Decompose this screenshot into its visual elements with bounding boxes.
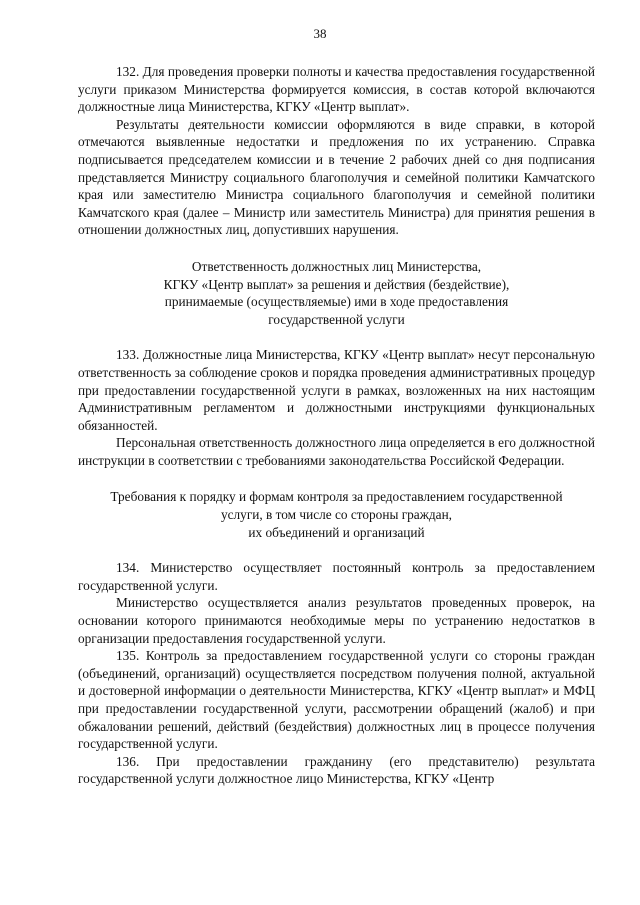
paragraph-commission-results: Результаты деятельности комиссии оформляются в виде справки, в которой отмечаются выявленные недостатки и предложения по их устранению. Справка подписывается председателем комиссии и в течение 2 рабочих дней со дня подписания представляется Министру социального благополучия и семейной политики Камчатского края или заместителю Министра социального благополучия и семейной политики Камчатского края (далее – Министр или заместитель Министра) для принятия решения в отношении должностных лиц, допустивших нарушения. [78,116,595,238]
section-heading-control-requirements [75,488,598,541]
paragraph-134: 134. Министерство осуществляет постоянный контроль за предоставлением государственной услуги. [78,560,595,593]
heading-line: принимаемые (осуществляемые) ими в ходе предоставления [164,294,509,310]
heading-line: государственной услуги [268,311,405,327]
heading-line: Требования к порядку и формам контроля за предоставлением государственной [110,489,563,505]
document-body [78,63,595,788]
paragraph-132: 132. Для проведения проверки полноты и качества предоставления государственной услуги приказом Министерства формируется комиссия, в состав которой включаются должностные лица Министерства, КГКУ «Центр выплат». [78,64,595,115]
heading-line: КГКУ «Центр выплат» за решения и действия (бездействие), [163,276,510,292]
paragraph-133: 133. Должностные лица Министерства, КГКУ «Центр выплат» несут персональную ответственность за соблюдение сроков и порядка проведения административных процедур при предоставлении государственной услуги в рамках, возложенных на них настоящим Административным регламентом и должностными инструкциями функциональных обязанностей. [78,347,595,433]
heading-line: услуги, в том числе со стороны граждан, [220,507,453,523]
page-number: 38 [313,26,327,41]
section-heading-responsibility [78,258,595,328]
heading-line: их объединений и организаций [248,524,425,540]
paragraph-136: 136. При предоставлении гражданину (его представителю) результата государственной услуги должностное лицо Министерства, КГКУ «Центр [78,753,595,787]
paragraph-ministry-analysis: Министерство осуществляется анализ результатов проведенных проверок, на основании которого принимаются необходимые меры по устранению недостатков в организации предоставления государственной услуги. [78,595,595,646]
heading-line: Ответственность должностных лиц Министерства, [191,258,482,274]
paragraph-135: 135. Контроль за предоставлением государственной услуги со стороны граждан (объединений, организаций) осуществляется посредством получения полной, актуальной и достоверной информации о деятельности Министерства, КГКУ «Центр выплат» и МФЦ при предоставлении государственной услуги, рассмотрении обращений (жалоб) и при обжаловании решений, действий (бездействия) должностных лиц в процессе получения государственной услуги. [78,648,595,752]
paragraph-personal-responsibility: Персональная ответственность должностного лица определяется в его должностной инструкции в соответствии с требованиями законодательства Российской Федерации. [78,435,595,468]
